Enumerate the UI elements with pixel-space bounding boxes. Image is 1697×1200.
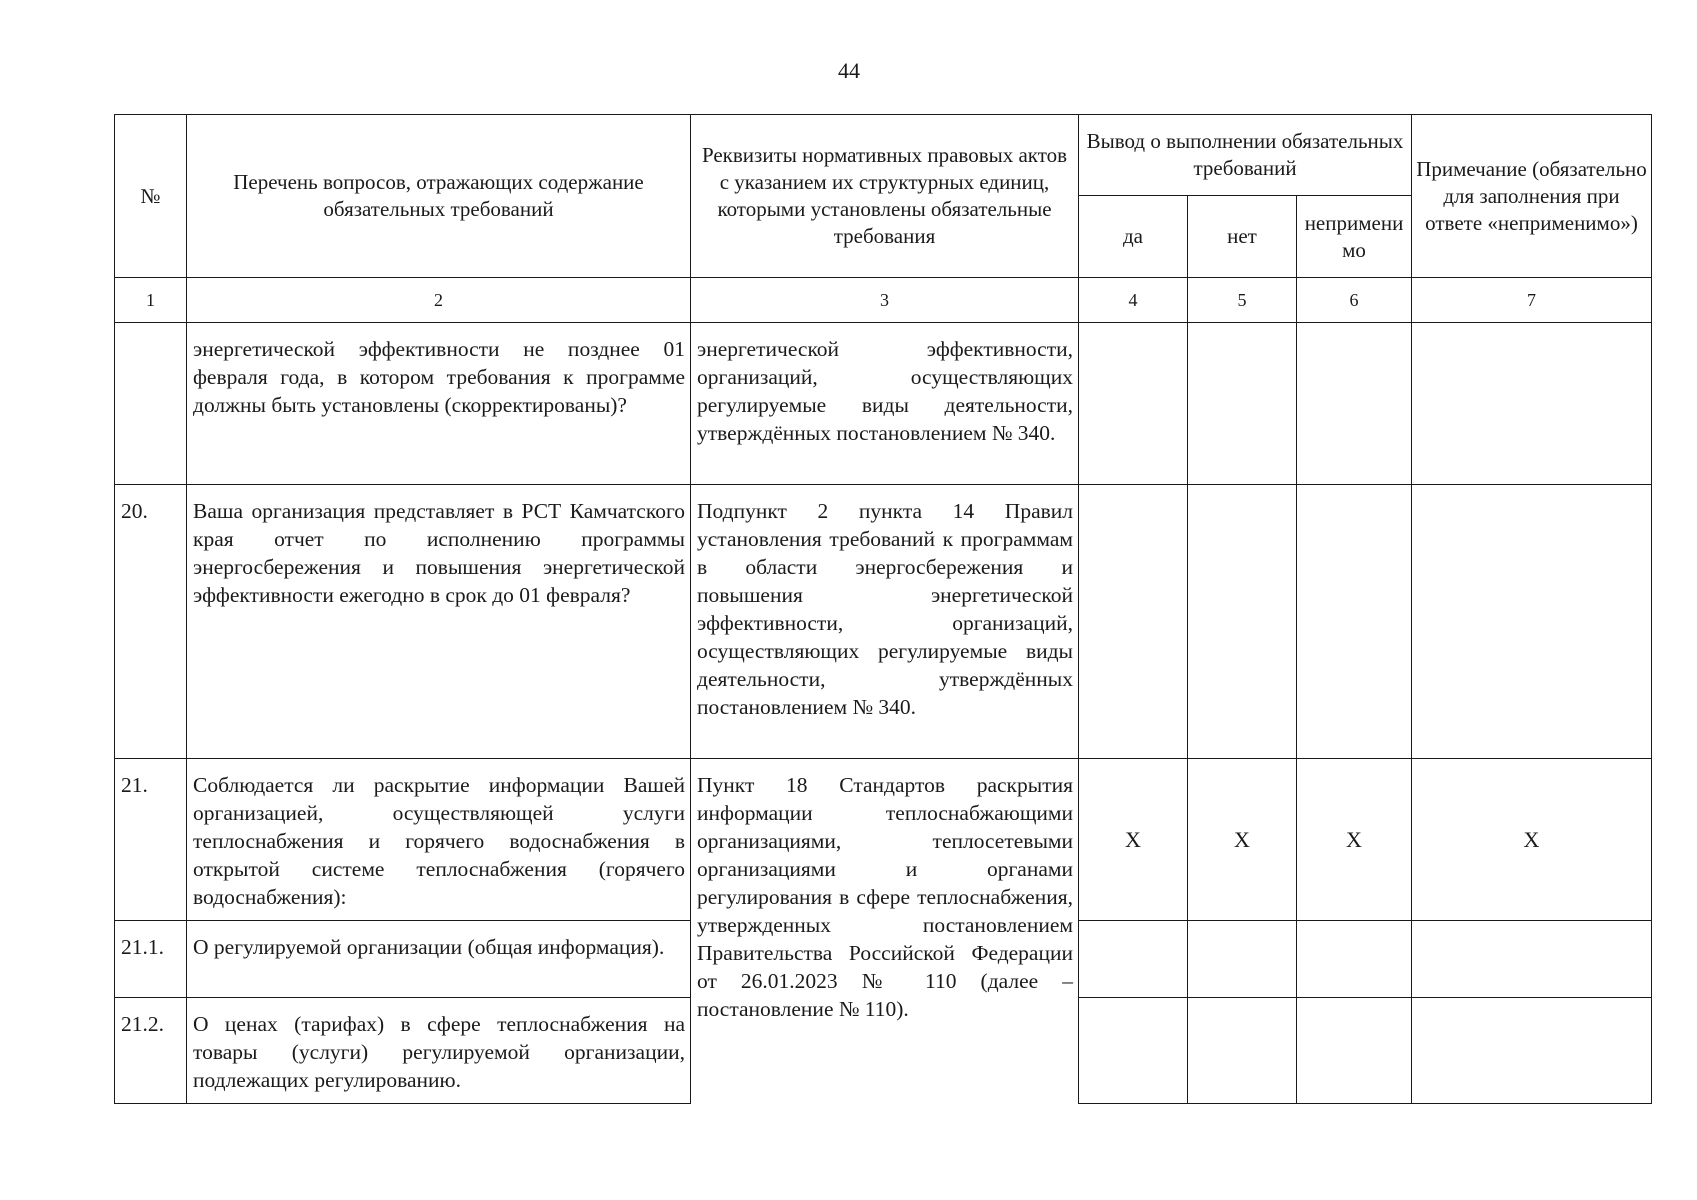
- row-requisites: энергетической эффективности, организаций, осуществляющих регулируемые виды деятельности, утверждённых постановлением № 340.: [691, 323, 1079, 485]
- answer-no-mark: X: [1188, 759, 1297, 921]
- answer-yes-cell[interactable]: [1079, 323, 1188, 485]
- answer-no-cell[interactable]: [1188, 323, 1297, 485]
- answer-no-cell[interactable]: [1188, 921, 1297, 998]
- row-requisites: Пункт 18 Стандартов раскрытия информации теплоснабжающими организациями, теплосетевыми организациями и органами регулирования в сфере теплоснабжения, утвержденных постановлением Правительства Российской Федерации от 26.01.2023 № 110 (далее – постановление № 110).: [691, 759, 1079, 1104]
- row-requisites: Подпункт 2 пункта 14 Правил установления требований к программам в области энергосбережения и повышения энергетической эффективности, организаций, осуществляющих регулируемые виды деятельности, утверждённых постановлением № 340.: [691, 485, 1079, 759]
- header-note: Примечание (обязательно для заполнения при ответе «неприменимо»): [1412, 115, 1652, 278]
- column-index-4: 4: [1079, 278, 1188, 323]
- answer-yes-cell[interactable]: [1079, 921, 1188, 998]
- answer-yes-cell[interactable]: [1079, 485, 1188, 759]
- answer-na-cell[interactable]: [1297, 485, 1412, 759]
- table-row: [115, 759, 1652, 921]
- header-no: нет: [1188, 196, 1297, 278]
- answer-na-cell[interactable]: [1297, 921, 1412, 998]
- row-number: 21.2.: [115, 998, 187, 1104]
- row-question: Соблюдается ли раскрытие информации Вашей организацией, осуществляющей услуги теплоснабжения и горячего водоснабжения в открытой системе теплоснабжения (горячего водоснабжения):: [187, 759, 691, 921]
- row-question: О ценах (тарифах) в сфере теплоснабжения на товары (услуги) регулируемой организации, подлежащих регулированию.: [187, 998, 691, 1104]
- row-number: 20.: [115, 485, 187, 759]
- table-row: [115, 323, 1652, 485]
- answer-yes-mark: X: [1079, 759, 1188, 921]
- row-number: [115, 323, 187, 485]
- header-yes: да: [1079, 196, 1188, 278]
- row-number: 21.1.: [115, 921, 187, 998]
- note-mark: X: [1412, 759, 1652, 921]
- note-cell[interactable]: [1412, 921, 1652, 998]
- answer-no-cell[interactable]: [1188, 485, 1297, 759]
- row-question: Ваша организация представляет в РСТ Камчатского края отчет по исполнению программы энергосбережения и повышения энергетической эффективности ежегодно в срок до 01 февраля?: [187, 485, 691, 759]
- column-index-6: 6: [1297, 278, 1412, 323]
- note-cell[interactable]: [1412, 485, 1652, 759]
- answer-yes-cell[interactable]: [1079, 998, 1188, 1104]
- header-conclusion: Вывод о выполнении обязательных требований: [1079, 115, 1412, 196]
- answer-no-cell[interactable]: [1188, 998, 1297, 1104]
- answer-na-cell[interactable]: [1297, 998, 1412, 1104]
- header-requisites: Реквизиты нормативных правовых актов с указанием их структурных единиц, которыми установлены обязательные требования: [691, 115, 1079, 278]
- column-index-3: 3: [691, 278, 1079, 323]
- header-number: №: [115, 115, 187, 278]
- column-index-5: 5: [1188, 278, 1297, 323]
- header-questions: Перечень вопросов, отражающих содержание обязательных требований: [187, 115, 691, 278]
- row-question: энергетической эффективности не позднее 01 февраля года, в котором требования к программе должны быть установлены (скорректированы)?: [187, 323, 691, 485]
- answer-na-mark: X: [1297, 759, 1412, 921]
- row-question: О регулируемой организации (общая информация).: [187, 921, 691, 998]
- row-number: 21.: [115, 759, 187, 921]
- requirements-checklist-table: [114, 114, 1652, 1104]
- note-cell[interactable]: [1412, 323, 1652, 485]
- table-row: [115, 485, 1652, 759]
- header-not-applicable: неприменимо: [1297, 196, 1412, 278]
- column-index-2: 2: [187, 278, 691, 323]
- answer-na-cell[interactable]: [1297, 323, 1412, 485]
- column-index-1: 1: [115, 278, 187, 323]
- column-index-7: 7: [1412, 278, 1652, 323]
- note-cell[interactable]: [1412, 998, 1652, 1104]
- page-number: 44: [838, 58, 860, 83]
